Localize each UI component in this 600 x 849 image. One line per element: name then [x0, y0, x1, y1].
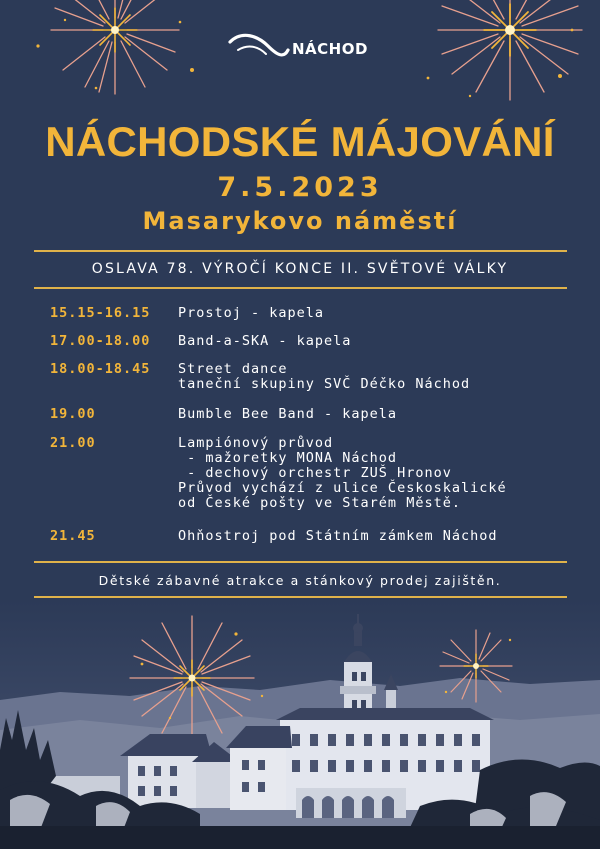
castle-illustration — [0, 600, 600, 849]
event-place: Masarykovo náměstí — [142, 207, 458, 235]
program-desc: Ohňostroj pod Státním zámkem Náchod — [178, 528, 498, 544]
divider-middle — [34, 287, 567, 289]
event-title: NÁCHODSKÉ MÁJOVÁNÍ — [45, 118, 555, 165]
divider-bottom — [34, 596, 567, 598]
logo-text: NÁCHOD — [292, 40, 368, 58]
divider-top — [34, 250, 567, 252]
program-time: 15.15-16.15 — [50, 305, 151, 321]
program-desc: Band-a-SKA - kapela — [178, 333, 352, 349]
nachod-wave-logo-icon — [228, 32, 290, 62]
program-desc: Lampiónový průvod - mažoretky MONA Náchod - dechový orchestr ZUŠ Hronov Průvod vychází z ulice Českoskalické od České pošty ve Starém Městě. — [178, 435, 507, 511]
nachod-logo — [228, 30, 378, 66]
event-date: 7.5.2023 — [217, 172, 383, 203]
program-time: 21.45 — [50, 528, 96, 544]
footer-note: Dětské zábavné atrakce a stánkový prodej zajištěn. — [98, 573, 502, 588]
program-time: 17.00-18.00 — [50, 333, 151, 349]
divider-lower — [34, 561, 567, 563]
program-desc: Bumble Bee Band - kapela — [178, 406, 398, 422]
event-subtitle: OSLAVA 78. VÝROČÍ KONCE II. SVĚTOVÉ VÁLKY — [91, 261, 509, 277]
program-desc: Prostoj - kapela — [178, 305, 325, 321]
program-time: 18.00-18.45 — [50, 361, 151, 377]
program-time: 21.00 — [50, 435, 96, 451]
program-desc: Street dance taneční skupiny SVČ Déčko Náchod — [178, 361, 471, 392]
program-time: 19.00 — [50, 406, 96, 422]
